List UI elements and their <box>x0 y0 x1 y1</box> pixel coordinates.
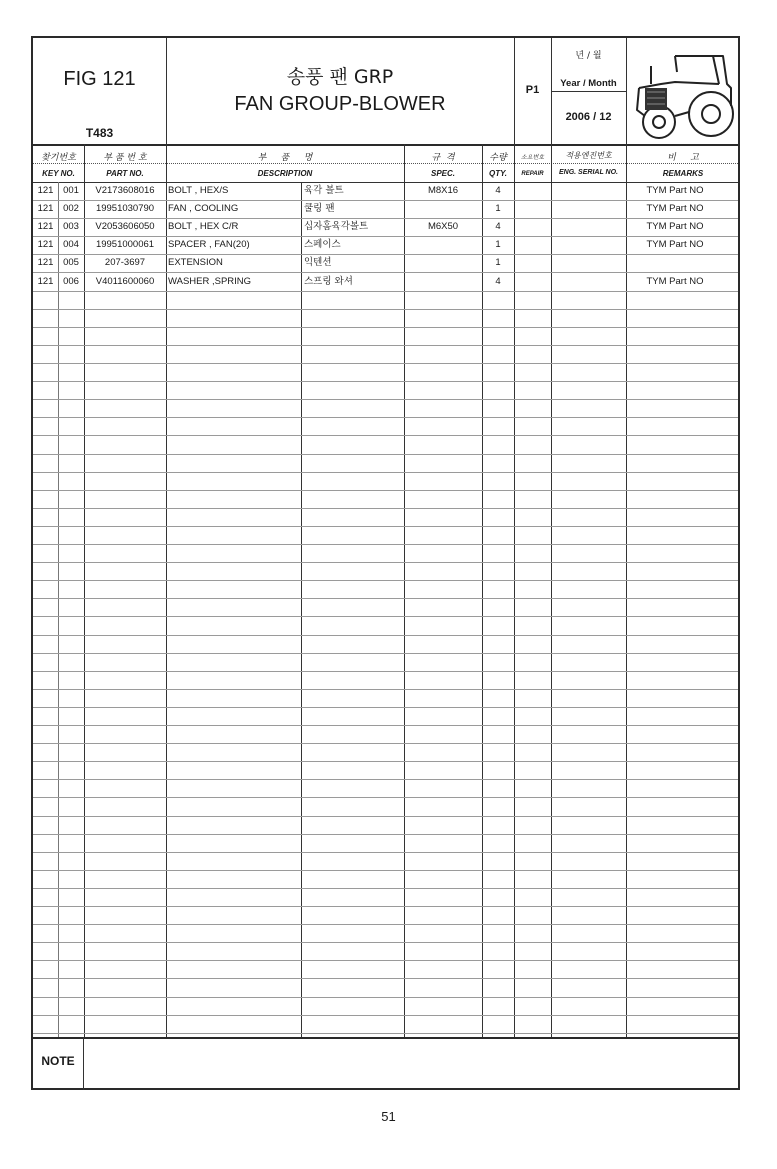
figure-cell: 121 <box>37 257 54 268</box>
key-no-cell: 001 <box>63 185 79 196</box>
column-header-key-no: KEY NO. <box>42 169 75 178</box>
figure-cell: 121 <box>37 221 54 232</box>
header-bottom-line <box>33 144 738 146</box>
table-row <box>33 200 738 218</box>
spec-cell <box>404 273 482 291</box>
row-line <box>33 399 738 400</box>
tractor-icon <box>627 40 739 144</box>
key-no-cell: 002 <box>63 203 79 214</box>
row-line <box>33 562 738 563</box>
row-line <box>33 978 738 979</box>
description-cell: BOLT , HEX C/R <box>168 221 239 232</box>
row-line <box>33 381 738 382</box>
table-row <box>33 182 738 200</box>
column-header-remarks-korean: 비 고 <box>667 153 699 163</box>
row-line <box>33 816 738 817</box>
row-line <box>33 616 738 617</box>
description-korean-cell: 스프링 와셔 <box>304 276 353 287</box>
part-no-cell: V2173608016 <box>95 185 155 196</box>
qty-cell: 1 <box>495 239 501 250</box>
spec-cell <box>404 200 482 218</box>
spec-cell: M6X50 <box>427 221 459 232</box>
key-no-cell: 004 <box>63 239 79 250</box>
model-code: T483 <box>85 126 114 140</box>
page-code: P1 <box>525 84 540 96</box>
row-line <box>33 635 738 636</box>
row-line <box>33 960 738 961</box>
column-header-mid-line <box>33 163 738 164</box>
row-line <box>33 327 738 328</box>
row-line <box>33 725 738 726</box>
description-cell: FAN , COOLING <box>168 203 239 214</box>
row-line <box>33 580 738 581</box>
qty-cell: 4 <box>495 185 501 196</box>
remarks-cell: TYM Part NO <box>646 276 704 287</box>
part-no-cell: V4011600060 <box>95 276 155 287</box>
row-line <box>33 598 738 599</box>
remarks-cell <box>626 254 724 272</box>
row-line <box>33 779 738 780</box>
key-no-cell: 003 <box>63 221 79 232</box>
row-line <box>33 526 738 527</box>
note-label: NOTE <box>41 1054 75 1068</box>
table-row <box>33 218 738 236</box>
row-line <box>33 870 738 871</box>
row-line <box>33 490 738 491</box>
part-no-cell: V2053606050 <box>95 221 155 232</box>
row-line <box>33 472 738 473</box>
row-line <box>33 797 738 798</box>
qty-cell: 4 <box>495 276 501 287</box>
column-header-spec-korean: 규 격 <box>431 153 455 163</box>
year-month-label-korean: 년 / 월 <box>575 51 602 61</box>
row-line <box>33 743 738 744</box>
row-line <box>33 942 738 943</box>
spec-cell <box>404 254 482 272</box>
description-cell: SPACER , FAN(20) <box>168 239 250 250</box>
row-line <box>33 707 738 708</box>
part-no-cell: 19951030790 <box>95 203 155 214</box>
table-row <box>33 273 738 291</box>
column-header-description: DESCRIPTION <box>257 169 313 178</box>
key-no-cell: 005 <box>63 257 79 268</box>
column-header-spec: SPEC. <box>430 169 455 178</box>
column-header-description-korean: 부 품 명 <box>257 153 313 163</box>
row-line <box>33 852 738 853</box>
remarks-cell: TYM Part NO <box>646 239 704 250</box>
figure-cell: 121 <box>37 185 54 196</box>
row-line <box>33 454 738 455</box>
figure-cell: 121 <box>37 239 54 250</box>
description-cell: EXTENSION <box>168 257 223 268</box>
page-number: 51 <box>381 1109 396 1124</box>
qty-cell: 1 <box>495 257 501 268</box>
column-header-eng-serial-korean: 적용엔진번호 <box>565 151 612 160</box>
header-divider <box>166 38 167 144</box>
column-header-repair-korean: 소요번호 <box>520 154 545 161</box>
row-line <box>33 1033 738 1034</box>
description-cell: WASHER ,SPRING <box>168 276 252 287</box>
row-line <box>33 435 738 436</box>
note-divider <box>83 1037 84 1090</box>
column-header-qty: QTY. <box>489 169 507 178</box>
column-header-repair: REPAIR <box>521 171 544 177</box>
row-line <box>33 924 738 925</box>
remarks-cell: TYM Part NO <box>646 203 704 214</box>
figure-cell: 121 <box>37 203 54 214</box>
column-header-part-no-korean: 부 품 번 호 <box>103 153 147 163</box>
header-divider <box>551 91 626 92</box>
year-month-value: 2006 / 12 <box>565 111 612 123</box>
description-korean-cell: 쿨링 팬 <box>304 203 335 214</box>
row-line <box>33 653 738 654</box>
spec-cell: M8X16 <box>427 185 459 196</box>
row-line <box>33 1015 738 1016</box>
row-line <box>33 906 738 907</box>
title-korean: 송풍 팬 GRP <box>286 66 394 88</box>
table-row <box>33 254 738 272</box>
title-english: FAN GROUP-BLOWER <box>234 93 446 115</box>
row-line <box>33 309 738 310</box>
row-line <box>33 508 738 509</box>
part-no-cell: 207-3697 <box>104 257 146 268</box>
column-header-qty-korean: 수량 <box>489 153 507 163</box>
row-line <box>33 761 738 762</box>
row-line <box>33 834 738 835</box>
spec-cell <box>404 236 482 254</box>
row-line <box>33 345 738 346</box>
parts-list-sheet <box>31 36 740 1090</box>
remarks-cell: TYM Part NO <box>646 221 704 232</box>
column-header-key-no-korean: 찾기번호 <box>41 153 76 163</box>
row-line <box>33 689 738 690</box>
row-line <box>33 417 738 418</box>
column-divider <box>301 182 302 1037</box>
column-header-remarks: REMARKS <box>662 169 704 178</box>
part-no-cell: 19951000061 <box>95 239 155 250</box>
row-line <box>33 291 738 292</box>
figure-number: FIG 121 <box>63 68 136 90</box>
description-korean-cell: 십자홈육각볼트 <box>304 221 369 232</box>
remarks-cell: TYM Part NO <box>646 185 704 196</box>
description-korean-cell: 육각 볼트 <box>304 185 344 196</box>
row-line <box>33 544 738 545</box>
description-korean-cell: 스페이스 <box>304 239 341 250</box>
column-divider <box>58 182 59 1037</box>
description-cell: BOLT , HEX/S <box>168 185 229 196</box>
note-top-line <box>33 1037 738 1039</box>
year-month-label: Year / Month <box>560 78 617 89</box>
row-line <box>33 888 738 889</box>
row-line <box>33 363 738 364</box>
qty-cell: 1 <box>495 203 501 214</box>
column-header-eng-serial: ENG. SERIAL NO. <box>559 169 618 176</box>
row-line <box>33 671 738 672</box>
description-korean-cell: 익텐션 <box>304 257 332 268</box>
qty-cell: 4 <box>495 221 501 232</box>
column-header-part-no: PART NO. <box>106 169 144 178</box>
table-row <box>33 236 738 254</box>
row-line <box>33 997 738 998</box>
figure-cell: 121 <box>37 276 54 287</box>
key-no-cell: 006 <box>63 276 79 287</box>
